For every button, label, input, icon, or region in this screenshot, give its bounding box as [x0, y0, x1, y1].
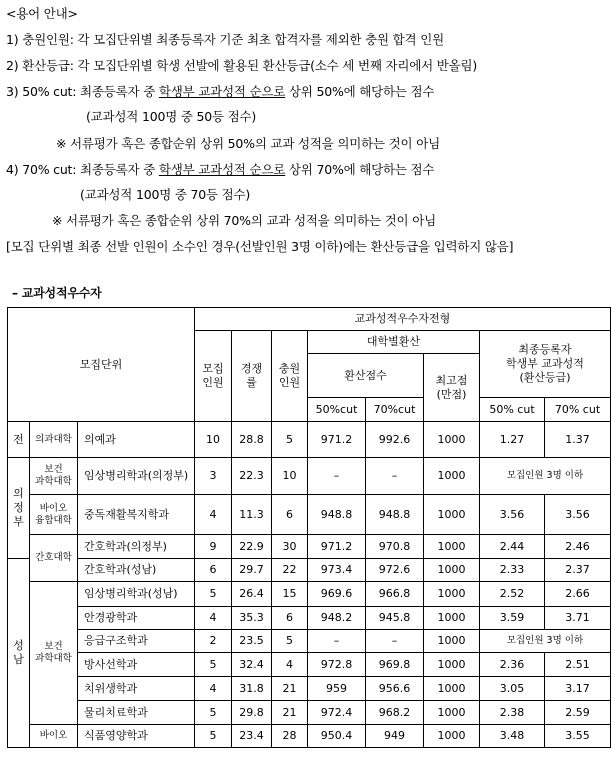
- term-3-note: ※ 서류평가 혹은 종합순위 상위 50%의 교과 성적을 의미하는 것이 아님: [56, 136, 440, 151]
- table-row: [8, 458, 611, 495]
- additional-cell: 15: [272, 582, 308, 607]
- header-grade70: 70% cut: [545, 398, 611, 422]
- header-additional: 충원 인원: [272, 331, 308, 422]
- max-cell: 1000: [424, 458, 480, 495]
- dept-cell: 중독재활복지학과: [78, 495, 195, 535]
- max-cell: 1000: [424, 725, 480, 748]
- quota-cell: 10: [195, 422, 232, 458]
- header-competition: 경쟁 률: [232, 331, 272, 422]
- max-cell: 1000: [424, 607, 480, 630]
- dept-cell: 간호학과(의정부): [78, 535, 195, 559]
- campus-uijeongbu: 의 정 부: [8, 458, 30, 559]
- dept-cell: 응급구조학과: [78, 630, 195, 653]
- max-cell: 1000: [424, 559, 480, 582]
- quota-cell: 6: [195, 559, 232, 582]
- additional-cell: 21: [272, 677, 308, 701]
- term-3: [6, 82, 434, 100]
- campus-jeon: 전: [8, 422, 30, 458]
- score70-cell: 949: [366, 725, 424, 748]
- term-3-post: 상위 50%에 해당하는 점수: [285, 84, 435, 99]
- additional-cell: 6: [272, 495, 308, 535]
- competition-cell: 23.5: [232, 630, 272, 653]
- max-cell: 1000: [424, 630, 480, 653]
- term-3-sub: (교과성적 100명 중 50등 점수): [86, 109, 257, 124]
- grade50-cell: 2.38: [480, 701, 545, 725]
- dept-cell: 임상병리학과(의정부): [78, 458, 195, 495]
- grade70-cell: 2.51: [545, 653, 611, 677]
- competition-cell: 22.3: [232, 458, 272, 495]
- campus-seongnam: 성 남: [8, 559, 30, 748]
- table-row: [8, 725, 611, 748]
- score50-cell: –: [308, 630, 366, 653]
- grade70-cell: 2.59: [545, 701, 611, 725]
- competition-cell: 11.3: [232, 495, 272, 535]
- header-quota: 모집 인원: [195, 331, 232, 422]
- grade70-cell: 2.37: [545, 559, 611, 582]
- grades-table: [7, 307, 611, 748]
- competition-cell: 26.4: [232, 582, 272, 607]
- term-4-sub: (교과성적 100명 중 70등 점수): [80, 187, 251, 202]
- grade50-cell: 1.27: [480, 422, 545, 458]
- dept-cell: 안경광학과: [78, 607, 195, 630]
- additional-cell: 21: [272, 701, 308, 725]
- header-grade50: 50% cut: [480, 398, 545, 422]
- score70-cell: 968.2: [366, 701, 424, 725]
- table-row: [8, 422, 611, 458]
- terms-heading: <용어 안내>: [6, 6, 78, 21]
- table-row: [8, 701, 611, 725]
- score50-cell: 948.2: [308, 607, 366, 630]
- grade50-cell: 3.59: [480, 607, 545, 630]
- quota-cell: 4: [195, 607, 232, 630]
- competition-cell: 22.9: [232, 535, 272, 559]
- max-cell: 1000: [424, 701, 480, 725]
- header-type: 교과성적우수자전형: [195, 308, 611, 331]
- additional-cell: 10: [272, 458, 308, 495]
- score70-cell: 972.6: [366, 559, 424, 582]
- table-row: [8, 630, 611, 653]
- score50-cell: 948.8: [308, 495, 366, 535]
- grade50-cell: 2.44: [480, 535, 545, 559]
- dept-cell: 임상병리학과(성남): [78, 582, 195, 607]
- score70-cell: 956.6: [366, 677, 424, 701]
- term-3-underlined: 학생부 교과성적 순으로: [158, 84, 286, 99]
- score70-cell: 945.8: [366, 607, 424, 630]
- score50-cell: 972.8: [308, 653, 366, 677]
- table-row: [8, 677, 611, 701]
- competition-cell: 23.4: [232, 725, 272, 748]
- header-max: 최고점 (만점): [424, 354, 480, 422]
- quota-cell: 4: [195, 495, 232, 535]
- additional-cell: 6: [272, 607, 308, 630]
- header-cut50: 50%cut: [308, 398, 366, 422]
- dept-cell: 방사선학과: [78, 653, 195, 677]
- quota-cell: 5: [195, 653, 232, 677]
- quota-cell: 3: [195, 458, 232, 495]
- quota-cell: 5: [195, 701, 232, 725]
- score70-cell: 948.8: [366, 495, 424, 535]
- college-bio-convergence: 바이오 융합대학: [30, 495, 78, 535]
- quota-cell: 9: [195, 535, 232, 559]
- grade50-cell: 3.56: [480, 495, 545, 535]
- dept-cell: 간호학과(성남): [78, 559, 195, 582]
- term-4-underlined: 학생부 교과성적 순으로: [158, 162, 286, 177]
- grade50-cell: 2.33: [480, 559, 545, 582]
- max-cell: 1000: [424, 582, 480, 607]
- score50-cell: 959: [308, 677, 366, 701]
- header-cut70: 70%cut: [366, 398, 424, 422]
- score70-cell: –: [366, 630, 424, 653]
- grade70-cell: 2.66: [545, 582, 611, 607]
- dept-cell: 치위생학과: [78, 677, 195, 701]
- table-row: [8, 535, 611, 559]
- grade70-cell: 1.37: [545, 422, 611, 458]
- term-4-note: ※ 서류평가 혹은 종합순위 상위 70%의 교과 성적을 의미하는 것이 아님: [52, 213, 436, 228]
- score70-cell: 966.8: [366, 582, 424, 607]
- term-2: 2) 환산등급: 각 모집단위별 학생 선발에 활용된 환산등급(소수 세 번째 자리에서 반올림): [6, 58, 478, 73]
- score50-cell: 971.2: [308, 422, 366, 458]
- term-1: 1) 충원인원: 각 모집단위별 최종등록자 기준 최초 합격자를 제외한 충원 합격 인원: [6, 32, 444, 47]
- quota-cell: 2: [195, 630, 232, 653]
- header-final: 최종등록자 학생부 교과성적 (환산등급): [480, 331, 611, 398]
- small-quota-note: 모집인원 3명 이하: [480, 458, 611, 495]
- header-score: 환산점수: [308, 354, 424, 398]
- competition-cell: 35.3: [232, 607, 272, 630]
- grade50-cell: 3.05: [480, 677, 545, 701]
- max-cell: 1000: [424, 422, 480, 458]
- college-med: 의과대학: [30, 422, 78, 458]
- table-row: [8, 653, 611, 677]
- additional-cell: 30: [272, 535, 308, 559]
- competition-cell: 28.8: [232, 422, 272, 458]
- grade50-cell: 2.52: [480, 582, 545, 607]
- max-cell: 1000: [424, 677, 480, 701]
- score50-cell: 972.4: [308, 701, 366, 725]
- header-unit: 모집단위: [8, 308, 195, 422]
- additional-cell: 22: [272, 559, 308, 582]
- grade70-cell: 3.55: [545, 725, 611, 748]
- small-quota-note: 모집인원 3명 이하: [480, 630, 611, 653]
- competition-cell: 29.8: [232, 701, 272, 725]
- additional-cell: 4: [272, 653, 308, 677]
- college-health: 보건 과학대학: [30, 458, 78, 495]
- table-row: [8, 495, 611, 535]
- grade50-cell: 3.48: [480, 725, 545, 748]
- quota-cell: 5: [195, 725, 232, 748]
- score70-cell: –: [366, 458, 424, 495]
- table-row: [8, 607, 611, 630]
- dept-cell: 물리치료학과: [78, 701, 195, 725]
- score70-cell: 992.6: [366, 422, 424, 458]
- score70-cell: 970.8: [366, 535, 424, 559]
- score50-cell: 969.6: [308, 582, 366, 607]
- grade70-cell: 2.46: [545, 535, 611, 559]
- competition-cell: 29.7: [232, 559, 272, 582]
- quota-cell: 5: [195, 582, 232, 607]
- term-4-post: 상위 70%에 해당하는 점수: [285, 162, 435, 177]
- max-cell: 1000: [424, 535, 480, 559]
- college-health-2: 보건 과학대학: [30, 582, 78, 725]
- grade70-cell: 3.71: [545, 607, 611, 630]
- score50-cell: 971.2: [308, 535, 366, 559]
- section-title: – 교과성적우수자: [12, 286, 102, 300]
- score50-cell: 973.4: [308, 559, 366, 582]
- grade70-cell: 3.56: [545, 495, 611, 535]
- table-row: [8, 582, 611, 607]
- score70-cell: 969.8: [366, 653, 424, 677]
- college-bio: 바이오: [30, 725, 78, 748]
- max-cell: 1000: [424, 495, 480, 535]
- additional-cell: 5: [272, 422, 308, 458]
- grade70-cell: 3.17: [545, 677, 611, 701]
- table-row: [8, 559, 611, 582]
- additional-cell: 5: [272, 630, 308, 653]
- college-nursing: 간호대학: [30, 535, 78, 582]
- quota-cell: 4: [195, 677, 232, 701]
- max-cell: 1000: [424, 653, 480, 677]
- score50-cell: –: [308, 458, 366, 495]
- term-3-pre: 3) 50% cut: 최종등록자 중: [6, 84, 159, 99]
- term-4-pre: 4) 70% cut: 최종등록자 중: [6, 162, 159, 177]
- dept-cell: 식품영양학과: [78, 725, 195, 748]
- score50-cell: 950.4: [308, 725, 366, 748]
- bracket-note: [모집 단위별 최종 선발 인원이 소수인 경우(선발인원 3명 이하)에는 환산등급을 입력하지 않음]: [6, 239, 514, 254]
- term-4: [6, 160, 434, 178]
- grade50-cell: 2.36: [480, 653, 545, 677]
- competition-cell: 31.8: [232, 677, 272, 701]
- additional-cell: 28: [272, 725, 308, 748]
- header-conversion: 대학별환산: [308, 331, 480, 354]
- competition-cell: 32.4: [232, 653, 272, 677]
- dept-cell: 의예과: [78, 422, 195, 458]
